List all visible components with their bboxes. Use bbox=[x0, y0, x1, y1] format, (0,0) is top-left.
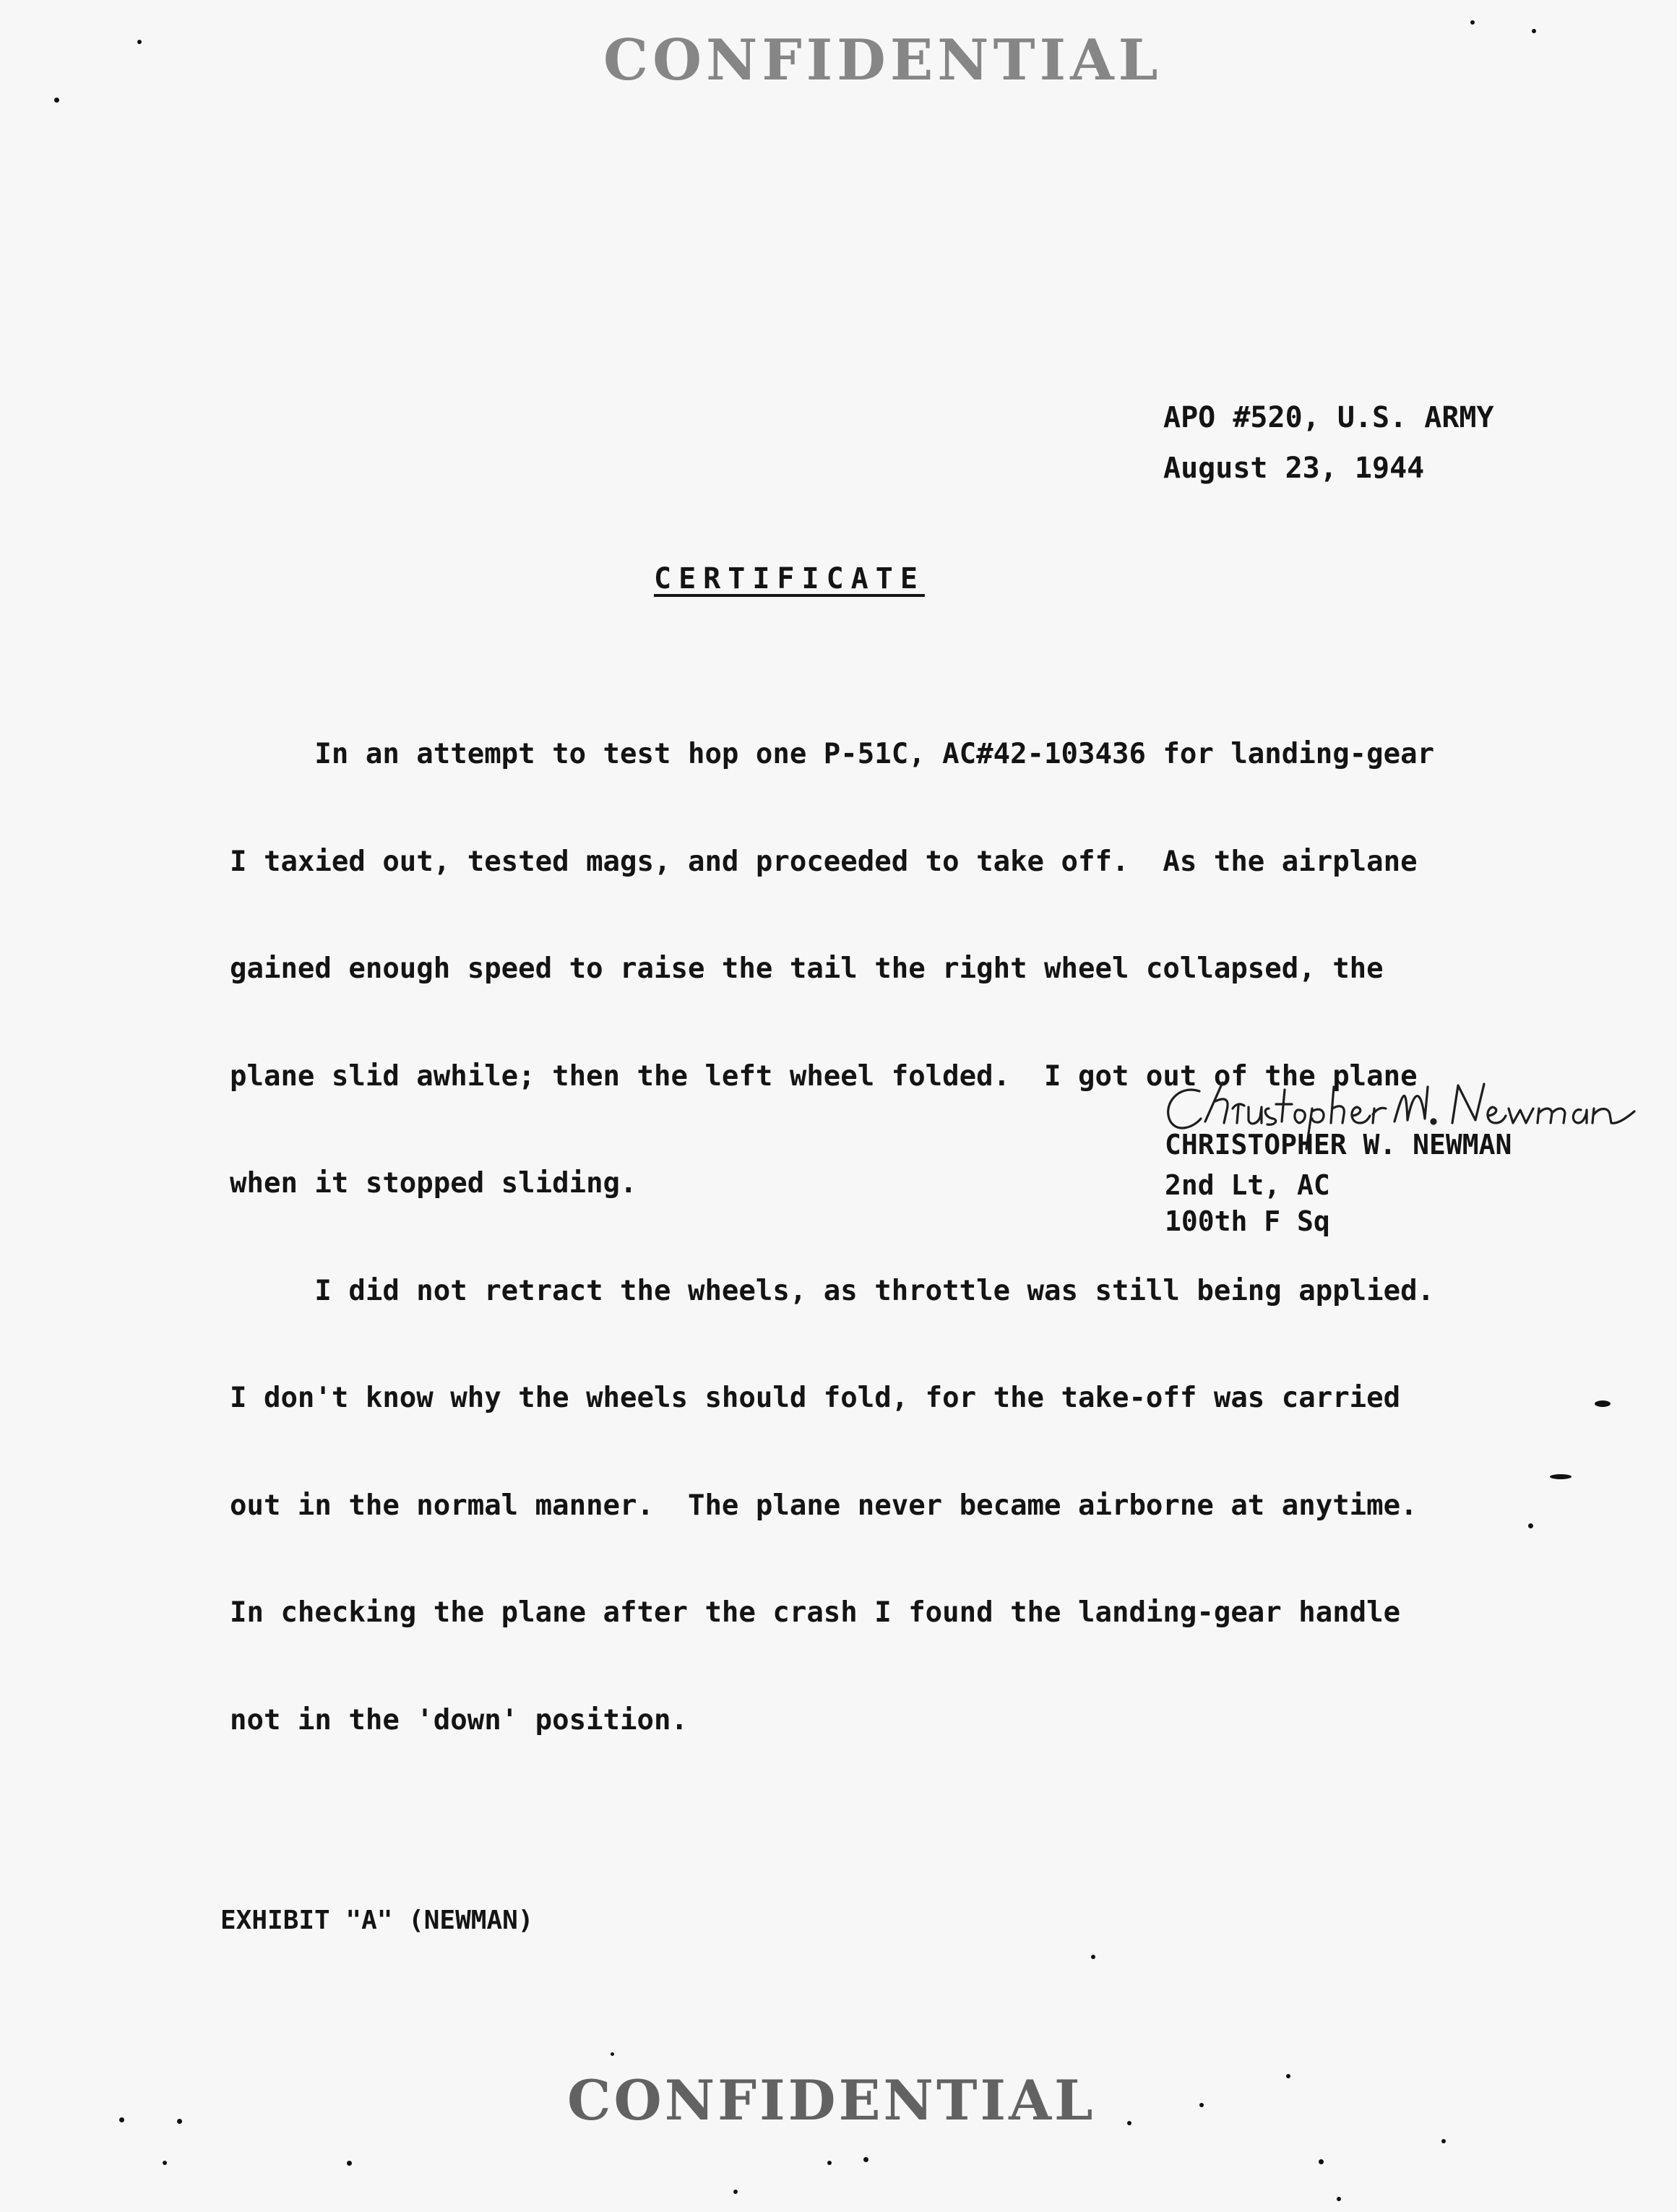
body-line: gained enough speed to raise the tail the right wheel collapsed, the bbox=[230, 952, 1384, 985]
scan-speck bbox=[1595, 1400, 1611, 1407]
scan-speck bbox=[1286, 2074, 1290, 2078]
confidential-stamp-top: CONFIDENTIAL bbox=[603, 27, 1163, 93]
header-date: August 23, 1944 bbox=[1163, 452, 1425, 485]
scan-speck bbox=[119, 2117, 124, 2122]
scan-speck bbox=[137, 40, 142, 44]
body-line: I did not retract the wheels, as throttle was still being applied. bbox=[230, 1274, 1435, 1307]
scan-speck bbox=[1528, 1523, 1533, 1528]
scan-speck bbox=[1337, 2197, 1341, 2201]
body-line: In checking the plane after the crash I found the landing-gear handle bbox=[230, 1596, 1401, 1629]
document-title: CERTIFICATE bbox=[654, 562, 925, 595]
scan-speck bbox=[1199, 2103, 1204, 2107]
body-line: In an attempt to test hop one P-51C, AC#42-103436 for landing-gear bbox=[230, 738, 1435, 770]
scan-speck bbox=[827, 2161, 832, 2165]
body-line: not in the 'down' position. bbox=[230, 1703, 688, 1737]
confidential-stamp-bottom: CONFIDENTIAL bbox=[567, 2068, 1096, 2133]
certificate-body bbox=[230, 665, 1516, 1809]
scan-speck bbox=[611, 2052, 614, 2056]
scan-speck bbox=[54, 98, 59, 103]
scan-speck bbox=[1470, 20, 1475, 25]
scan-speck bbox=[1550, 1474, 1572, 1479]
scan-speck bbox=[347, 2161, 352, 2166]
signature-unit: 100th F Sq bbox=[1165, 1205, 1330, 1237]
scan-speck bbox=[177, 2119, 182, 2124]
exhibit-label: EXHIBIT "A" (NEWMAN) bbox=[220, 1906, 534, 1935]
scan-speck bbox=[1091, 1955, 1095, 1959]
scan-speck bbox=[863, 2157, 868, 2162]
signature-name: CHRISTOPHER W. NEWMAN bbox=[1165, 1129, 1512, 1161]
scan-speck bbox=[733, 2190, 738, 2194]
scan-speck bbox=[163, 2161, 167, 2165]
scan-speck bbox=[1441, 2139, 1446, 2143]
body-line: out in the normal manner. The plane never became airborne at anytime. bbox=[230, 1489, 1418, 1522]
body-line: when it stopped sliding. bbox=[230, 1167, 637, 1200]
scan-speck bbox=[1127, 2121, 1131, 2125]
body-line: I taxied out, tested mags, and proceeded to take off. As the airplane bbox=[230, 845, 1418, 878]
body-line: plane slid awhile; then the left wheel folded. I got out of the plane bbox=[230, 1059, 1418, 1093]
scan-speck bbox=[1319, 2159, 1324, 2164]
scan-speck bbox=[1532, 29, 1536, 33]
header-location: APO #520, U.S. ARMY bbox=[1163, 401, 1494, 434]
signature-rank: 2nd Lt, AC bbox=[1165, 1169, 1330, 1201]
body-line: I don't know why the wheels should fold, for the take-off was carried bbox=[230, 1382, 1401, 1414]
